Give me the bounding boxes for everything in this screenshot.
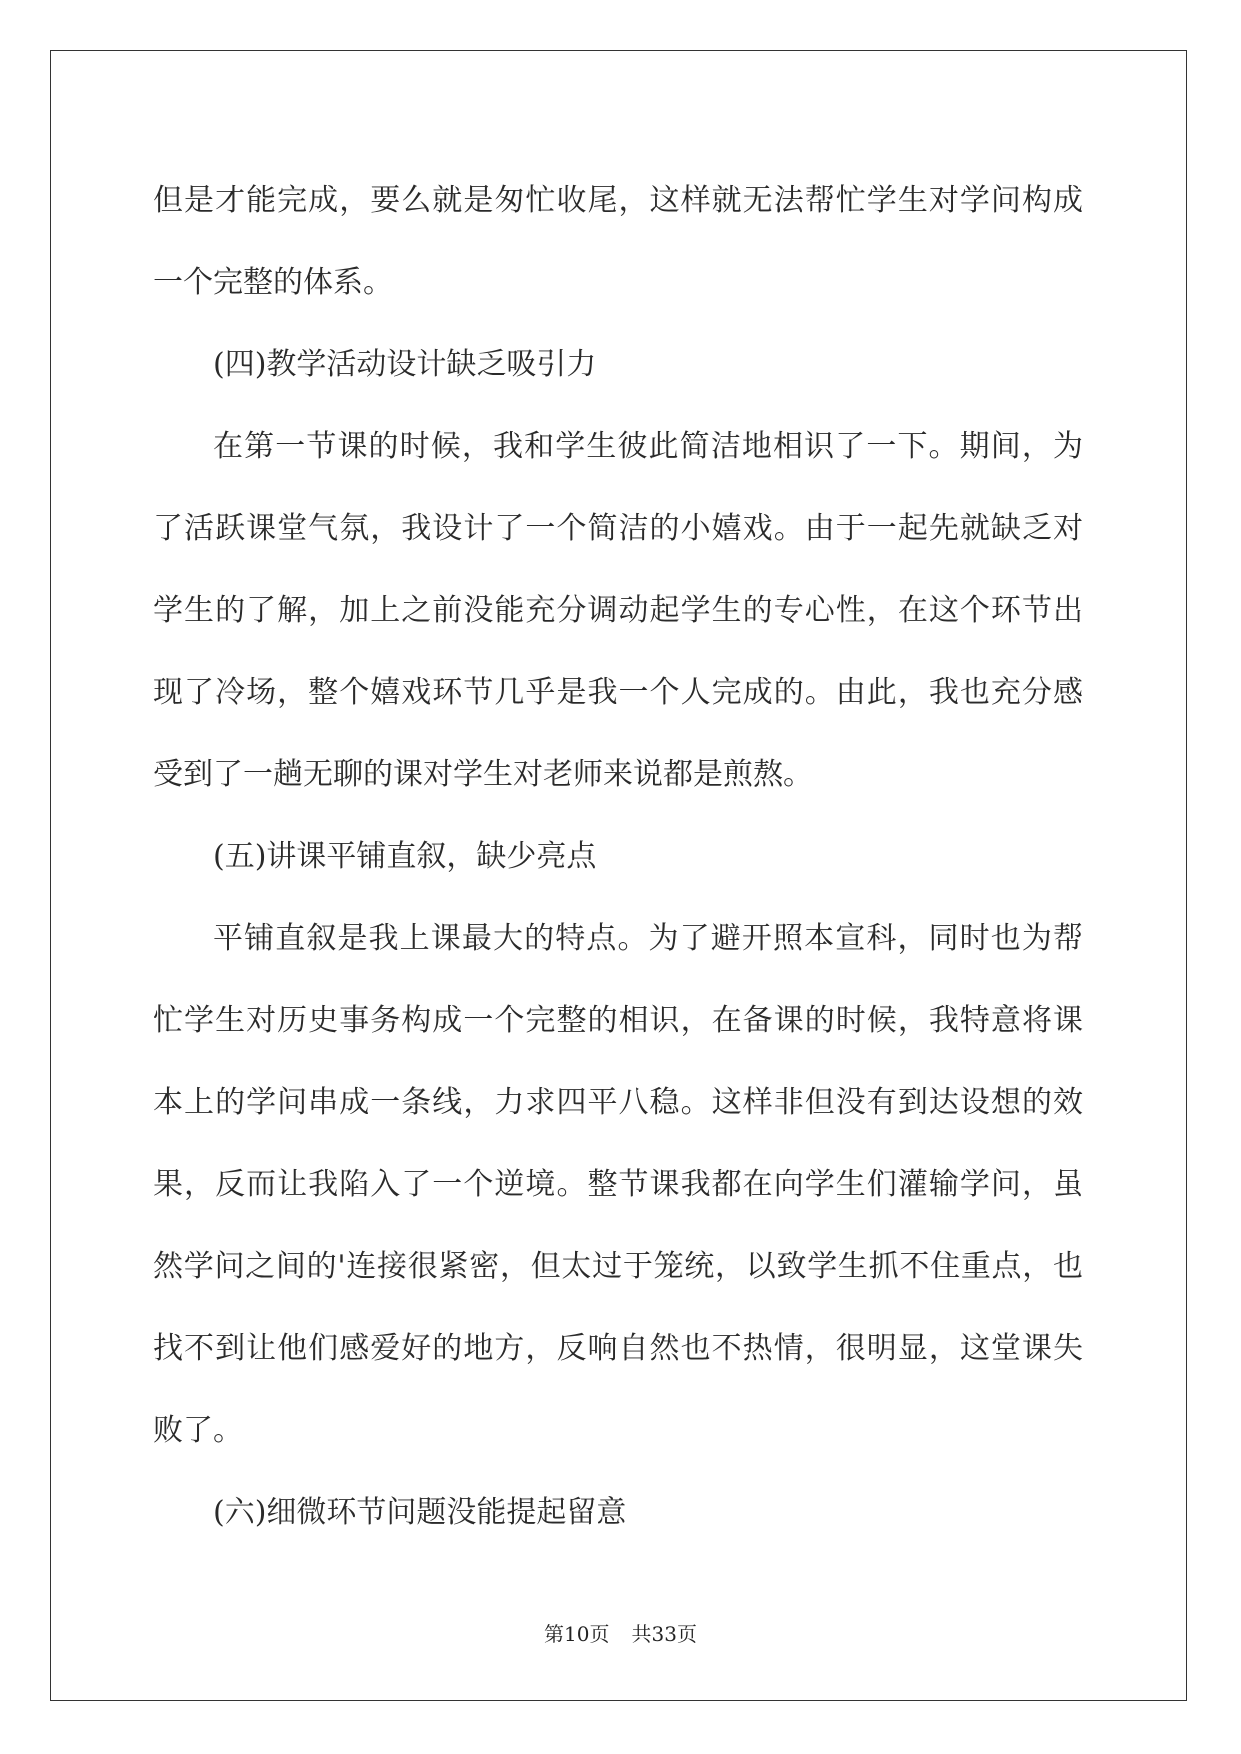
section-heading: (五)讲课平铺直叙，缺少亮点: [213, 839, 597, 874]
text-line: 一个完整的体系。: [153, 265, 393, 300]
text-line: 然学问之间的'连接很紧密，但太过于笼统，以致学生抓不住重点，也: [153, 1249, 1083, 1284]
text-line: 败了。: [153, 1413, 243, 1448]
text-line: 现了冷场，整个嬉戏环节几乎是我一个人完成的。由此，我也充分感: [153, 675, 1083, 710]
text-line: 在第一节课的时候，我和学生彼此简洁地相识了一下。期间，为: [213, 429, 1083, 464]
text-line: 忙学生对历史事务构成一个完整的相识，在备课的时候，我特意将课: [153, 1003, 1083, 1038]
text-line: 了活跃课堂气氛，我设计了一个简洁的小嬉戏。由于一起先就缺乏对: [153, 511, 1083, 546]
page-number: 第10页: [544, 1622, 610, 1646]
section-heading: (六)细微环节问题没能提起留意: [213, 1495, 627, 1530]
document-body: [153, 160, 1083, 1554]
page-footer: [0, 1618, 1241, 1647]
text-line: 本上的学问串成一条线，力求四平八稳。这样非但没有到达设想的效: [153, 1085, 1083, 1120]
section-heading: (四)教学活动设计缺乏吸引力: [213, 347, 597, 382]
text-line: 受到了一趟无聊的课对学生对老师来说都是煎熬。: [153, 757, 813, 792]
text-line: 平铺直叙是我上课最大的特点。为了避开照本宣科，同时也为帮: [213, 921, 1083, 956]
text-line: 找不到让他们感爱好的地方，反响自然也不热情，很明显，这堂课失: [153, 1331, 1083, 1366]
text-line: 学生的了解，加上之前没能充分调动起学生的专心性，在这个环节出: [153, 593, 1083, 628]
text-line: 果，反而让我陷入了一个逆境。整节课我都在向学生们灌输学问，虽: [153, 1167, 1083, 1202]
page-total: 共33页: [631, 1622, 697, 1646]
text-line: 但是才能完成，要么就是匆忙收尾，这样就无法帮忙学生对学问构成: [153, 183, 1083, 218]
